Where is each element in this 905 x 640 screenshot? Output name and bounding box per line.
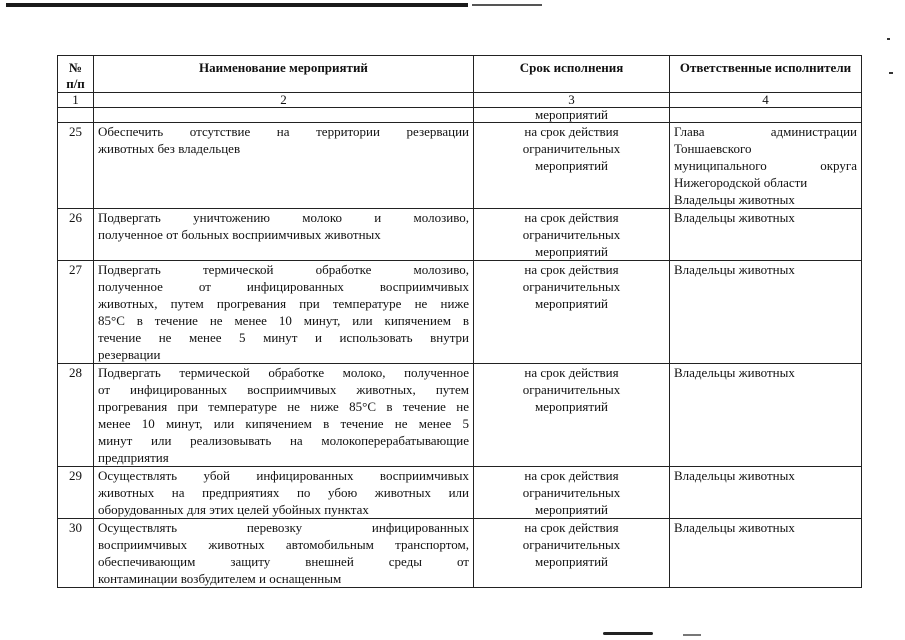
responsible-line: Владельцы животных <box>674 262 795 277</box>
responsible-line: Владельцы животных <box>674 520 795 535</box>
term-line: мероприятий <box>535 399 608 414</box>
measure-name <box>94 123 474 209</box>
responsible <box>670 123 862 209</box>
measure-name-line: Осуществлять перевозку инфицированных <box>98 520 469 535</box>
responsible <box>670 209 862 261</box>
term-line: ограничительных <box>522 279 621 294</box>
table-row <box>58 519 862 588</box>
measure-name-line: животных на предприятиях по убою животных или <box>98 485 469 500</box>
measure-name <box>94 467 474 519</box>
term <box>474 209 670 261</box>
measure-name-line: Подвергать термической обработке молозиво, <box>98 262 469 277</box>
row-number: 28 <box>58 364 94 467</box>
measure-name-line: обеспечивающим защиту внешней среды от <box>98 554 469 569</box>
carry-over-resp <box>670 108 862 123</box>
measure-name-line: резервации <box>98 347 161 362</box>
term <box>474 364 670 467</box>
measure-name-line: Осуществлять убой инфицированных восприимчивых <box>98 468 469 483</box>
row-number: 25 <box>58 123 94 209</box>
measures-table <box>57 55 862 588</box>
row-number: 29 <box>58 467 94 519</box>
index-row <box>58 93 862 108</box>
table-row <box>58 467 862 519</box>
term-line: на срок действия <box>524 365 619 380</box>
measure-name <box>94 519 474 588</box>
measure-name-line: минут или реализовывать на молокоперерабатывающие <box>98 433 469 448</box>
term-line: на срок действия <box>524 520 619 535</box>
measure-name-line: животных, путем прогревания при температуре не ниже <box>98 296 469 311</box>
term <box>474 519 670 588</box>
measure-name-line: Подвергать термической обработке молоко, полученное <box>98 365 469 380</box>
scan-top-rule <box>6 3 468 7</box>
carry-over-term: мероприятий <box>474 108 670 123</box>
header-num: № п/п <box>58 56 94 93</box>
responsible-line: Владельцы животных <box>674 210 795 225</box>
scan-bottom-mark <box>683 634 701 636</box>
responsible-line: Владельцы животных <box>674 365 795 380</box>
measure-name <box>94 261 474 364</box>
term-line: ограничительных <box>522 382 621 397</box>
index-cell: 2 <box>94 93 474 108</box>
table-row <box>58 123 862 209</box>
carry-over-row <box>58 108 862 123</box>
measure-name-line: от инфицированных восприимчивых животных, путем <box>98 382 469 397</box>
index-cell: 3 <box>474 93 670 108</box>
row-number: 30 <box>58 519 94 588</box>
measure-name <box>94 364 474 467</box>
term-line: мероприятий <box>535 554 608 569</box>
table-row <box>58 364 862 467</box>
header-term: Срок исполнения <box>474 56 670 93</box>
measure-name-line: 85°С в течение не менее 10 минут, или кипячением в <box>98 313 469 328</box>
measure-name-line: контаминации возбудителем и оснащенным <box>98 571 342 586</box>
term-line: мероприятий <box>535 158 608 173</box>
scan-bottom-mark <box>603 632 653 635</box>
responsible-line: муниципального округа <box>674 158 857 173</box>
scan-speck <box>887 38 890 40</box>
term-line: на срок действия <box>524 210 619 225</box>
responsible-line: Глава администрации <box>674 124 857 139</box>
term-line: ограничительных <box>522 227 621 242</box>
responsible <box>670 519 862 588</box>
measure-name-line: полученное от больных восприимчивых животных <box>98 227 381 242</box>
responsible-line: Владельцы животных <box>674 192 795 207</box>
term-line: мероприятий <box>535 244 608 259</box>
term <box>474 123 670 209</box>
term-line: ограничительных <box>522 485 621 500</box>
row-number: 27 <box>58 261 94 364</box>
measure-name-line: менее 10 минут, или кипячением в течение не менее 5 <box>98 416 469 431</box>
measure-name-line: животных без владельцев <box>98 141 241 156</box>
header-name: Наименование мероприятий <box>94 56 474 93</box>
header-resp: Ответственные исполнители <box>670 56 862 93</box>
measure-name-line: оборудованных для этих целей убойных пунктах <box>98 502 369 517</box>
row-number: 26 <box>58 209 94 261</box>
measure-name <box>94 209 474 261</box>
term <box>474 261 670 364</box>
table-row <box>58 209 862 261</box>
responsible <box>670 364 862 467</box>
term-line: на срок действия <box>524 468 619 483</box>
term <box>474 467 670 519</box>
responsible-line: Нижегородской области <box>674 175 808 190</box>
carry-over-num <box>58 108 94 123</box>
measure-name-line: предприятия <box>98 450 169 465</box>
table-row <box>58 261 862 364</box>
scan-speck <box>889 72 893 74</box>
measure-name-line: полученное от инфицированных восприимчивых <box>98 279 469 294</box>
term-line: ограничительных <box>522 141 621 156</box>
measure-name-line: Подвергать уничтожению молоко и молозиво, <box>98 210 469 225</box>
index-cell: 1 <box>58 93 94 108</box>
responsible <box>670 467 862 519</box>
header-row <box>58 56 862 93</box>
responsible <box>670 261 862 364</box>
index-cell: 4 <box>670 93 862 108</box>
measure-name-line: течение не менее 5 минут и использовать внутри <box>98 330 469 345</box>
term-line: мероприятий <box>535 502 608 517</box>
responsible-line: Владельцы животных <box>674 468 795 483</box>
term-line: ограничительных <box>522 537 621 552</box>
term-line: мероприятий <box>535 296 608 311</box>
term-line: на срок действия <box>524 124 619 139</box>
scan-top-rule-fragment <box>472 4 542 6</box>
carry-over-name <box>94 108 474 123</box>
measure-name-line: восприимчивых животных автомобильным транспортом, <box>98 537 469 552</box>
measure-name-line: Обеспечить отсутствие на территории резервации <box>98 124 469 139</box>
measure-name-line: прогревания при температуре не ниже 85°С в течение не <box>98 399 469 414</box>
term-line: на срок действия <box>524 262 619 277</box>
responsible-line: Тоншаевского <box>674 141 752 156</box>
